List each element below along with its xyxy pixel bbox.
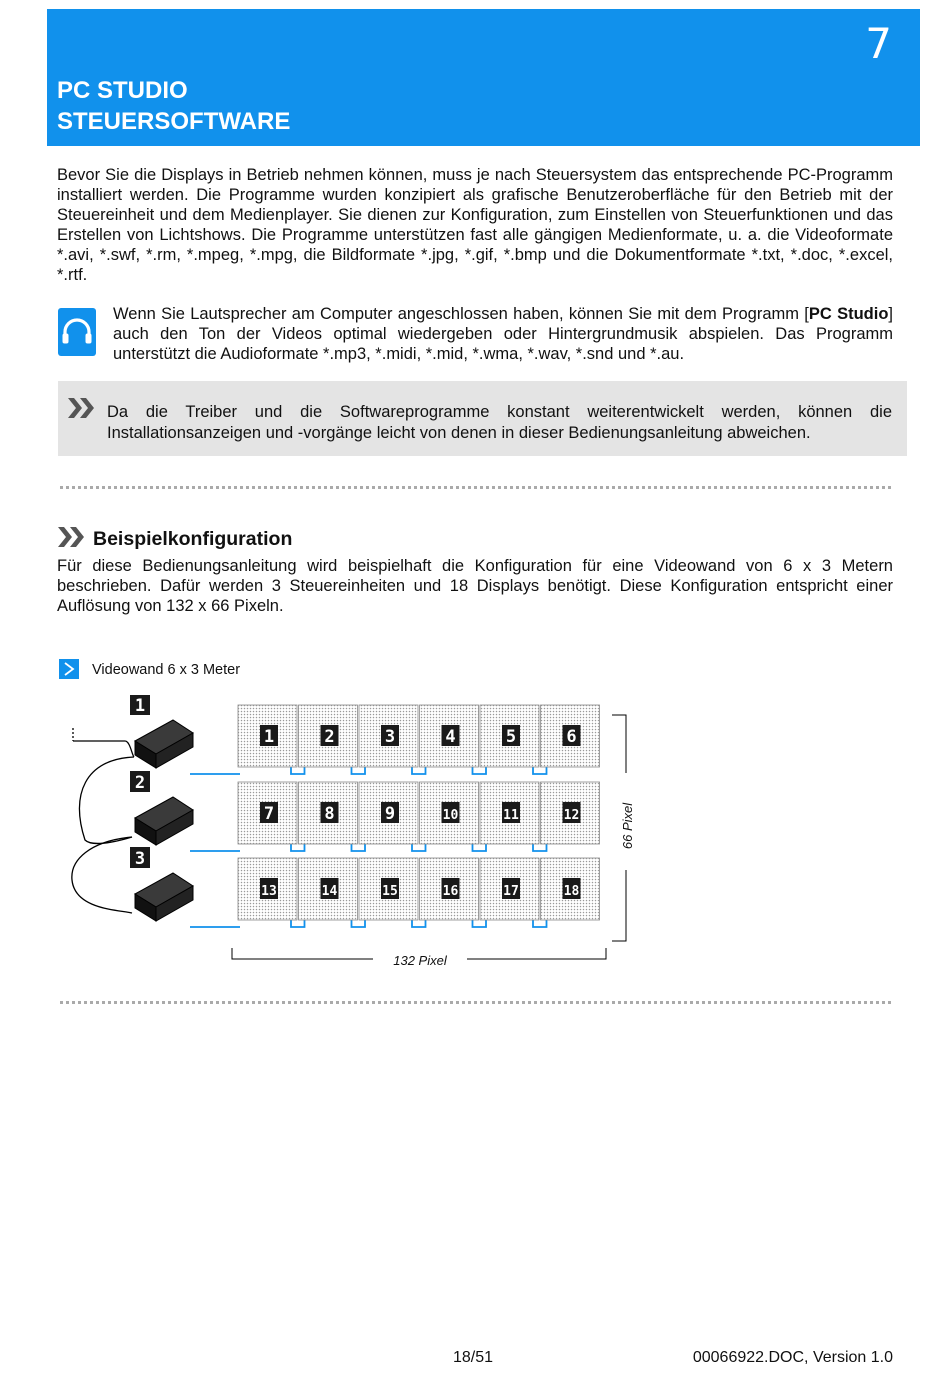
display-panel: [359, 782, 418, 844]
display-panel: [420, 705, 479, 767]
display-panel: [541, 782, 600, 844]
display-panel: [541, 858, 600, 920]
control-unit: [130, 847, 193, 921]
signal-cable: [291, 920, 305, 927]
display-number: 18: [563, 884, 580, 899]
section-title: Beispielkonfiguration: [93, 528, 293, 550]
signal-cable: [533, 844, 547, 851]
display-panel: [480, 705, 539, 767]
link-cable: [72, 837, 132, 913]
display-number: 12: [563, 808, 580, 823]
display-number: 17: [503, 884, 519, 899]
height-label: 66 Pixel: [620, 802, 635, 850]
control-unit-number: 3: [134, 849, 146, 869]
display-number: 5: [505, 727, 517, 747]
width-bracket: [467, 948, 606, 959]
divider: [60, 486, 891, 489]
intro-paragraph: Bevor Sie die Displays in Betrieb nehmen können, muss je nach Steuersystem das entsprechende PC-Programm installiert werden. Die Programme wurden konzipiert als grafische Benutzeroberfläche für den Betrieb mit der Steuereinheit und dem Medienplayer. Sie dienen zur Konfiguration, zum Einstellen von Steuerfunktionen und das Erstellen von Lichtshows. Die Programme unterstützen fast alle gängigen Medienformate, u. a. die Videoformate *.avi, *.swf, *.rm, *.mpeg, *.mpg, die Bildformate *.jpg, *.gif, *.bmp und die Dokumentformate *.txt, *.doc, *.excel, *.rtf.: [57, 166, 893, 284]
document-version: 00066922.DOC, Version 1.0: [692, 1349, 893, 1366]
width-bracket: [232, 948, 373, 959]
display-number: 3: [384, 727, 396, 747]
control-unit: [130, 771, 193, 845]
display-panel: [299, 705, 358, 767]
display-number: 9: [384, 804, 396, 824]
control-unit: [130, 695, 193, 768]
chapter-number: 7: [865, 19, 892, 68]
signal-cable: [533, 767, 547, 774]
display-panel: [420, 782, 479, 844]
videowall-diagram: [60, 695, 660, 980]
display-panel: [359, 705, 418, 767]
display-number: 16: [442, 884, 459, 899]
signal-cable: [473, 920, 487, 927]
signal-cable: [412, 920, 426, 927]
double-chevron-icon: [58, 527, 86, 547]
signal-cable: [291, 767, 305, 774]
hint-box: [58, 381, 907, 456]
display-number: 15: [382, 884, 398, 899]
chapter-title: [57, 75, 290, 137]
display-number: 10: [442, 808, 459, 823]
display-panel: [480, 858, 539, 920]
display-panel: [238, 705, 297, 767]
display-panel: [238, 858, 297, 920]
signal-cable: [352, 767, 366, 774]
display-number: 14: [321, 884, 338, 899]
width-label: 132 Pixel: [393, 953, 447, 968]
display-number: 7: [263, 804, 275, 824]
input-cable: [73, 741, 134, 757]
signal-cable: [291, 844, 305, 851]
program-name: PC Studio: [808, 305, 889, 323]
display-panel: [238, 782, 297, 844]
display-number: 4: [445, 727, 456, 747]
height-bracket: [612, 870, 626, 941]
display-number: 6: [566, 727, 577, 747]
chapter-title-line1: PC STUDIO: [57, 77, 188, 104]
display-number: 8: [324, 804, 335, 824]
audio-note-text-1: Wenn Sie Lautsprecher am Computer angeschlossen haben, können Sie mit dem Programm [: [113, 305, 809, 323]
link-cable: [79, 757, 134, 843]
display-panel: [299, 782, 358, 844]
display-number: 1: [263, 727, 275, 747]
audio-note: [113, 304, 893, 364]
hint-text: Da die Treiber und die Softwareprogramme konstant weiterentwickelt werden, können die Installationsanzeigen und -vorgänge leicht von denen in dieser Bedienungsanleitung abweichen.: [107, 403, 892, 442]
display-number: 13: [261, 884, 277, 899]
audio-note-text-2: ] auch den Ton der Videos optimal wiedergeben oder Hintergrundmusik abspielen. Das Programm unterstützt die Audioformate *.mp3, *.midi, *.mid, *.wma, *.wav, *.snd und *.au.: [113, 305, 894, 363]
height-bracket: [612, 715, 626, 773]
chapter-title-line2: STEUERSOFTWARE: [57, 108, 291, 135]
arrow-right-icon: [59, 659, 79, 679]
display-panel: [420, 858, 479, 920]
divider: [60, 1001, 891, 1004]
signal-cable: [533, 920, 547, 927]
signal-cable: [473, 844, 487, 851]
control-unit-number: 2: [134, 773, 146, 793]
signal-cable: [352, 920, 366, 927]
chapter-header: [47, 9, 920, 146]
signal-cable: [352, 844, 366, 851]
signal-cable: [412, 844, 426, 851]
headphones-icon: [58, 308, 96, 356]
signal-cable: [473, 767, 487, 774]
display-panel: [541, 705, 600, 767]
display-panel: [299, 858, 358, 920]
section-paragraph: Für diese Bedienungsanleitung wird beispielhaft die Konfiguration für eine Videowand von 6 x 3 Metern beschrieben. Dafür werden 3 Steuereinheiten und 18 Displays benötigt. Diese Konfiguration entspricht einer Auflösung von 132 x 66 Pixeln.: [57, 557, 893, 615]
page-number: 18/51: [453, 1349, 494, 1366]
figure-caption: Videowand 6 x 3 Meter: [92, 662, 241, 678]
display-panel: [359, 858, 418, 920]
signal-cable: [412, 767, 426, 774]
double-chevron-icon: [68, 398, 96, 418]
display-number: 2: [324, 727, 335, 747]
display-panel: [480, 782, 539, 844]
display-number: 11: [503, 808, 519, 823]
control-unit-number: 1: [134, 696, 146, 716]
